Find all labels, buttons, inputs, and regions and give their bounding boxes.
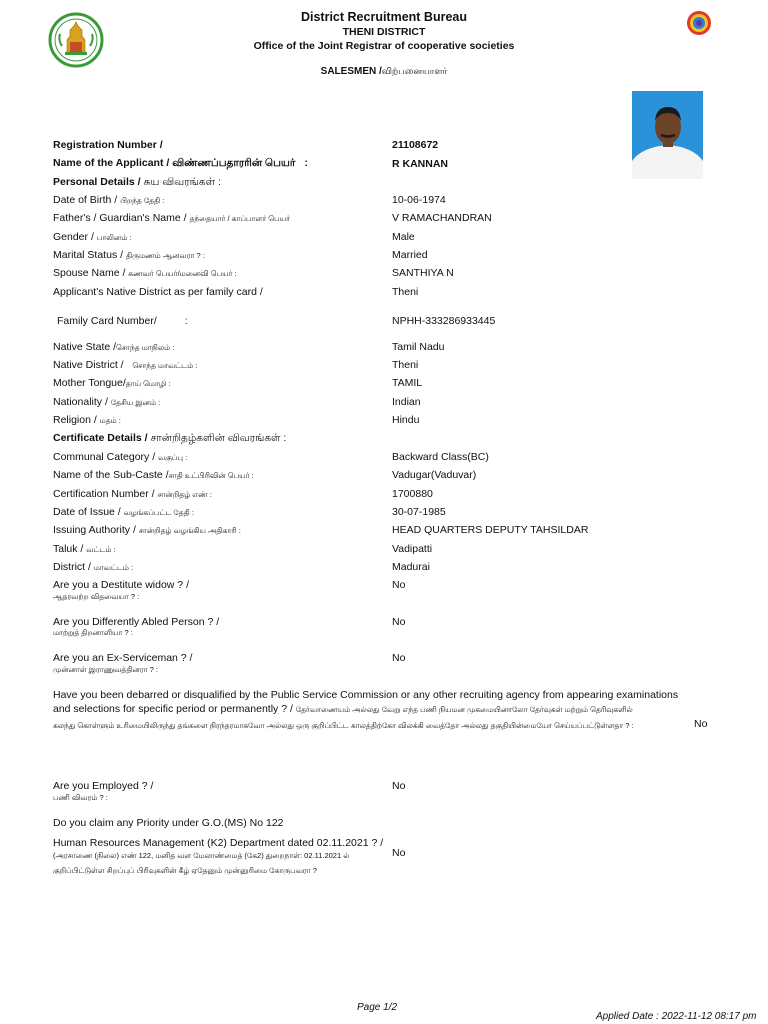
nationality-value: Indian (392, 396, 421, 408)
personal-details-ta: சுய விவரங்கள் : (143, 176, 221, 188)
dob-label-ta: பிறந்த தேதி : (120, 196, 165, 205)
subcaste-label (53, 469, 254, 482)
debarred-line-2 (53, 703, 633, 716)
subcaste-value: Vadugar(Vaduvar) (392, 469, 477, 481)
communal-value: Backward Class(BC) (392, 451, 489, 463)
employed-value: No (392, 780, 406, 792)
priority-line-3: (அரசாணை (நிலை) எண் 122, மனித வள மேலாண்மைத் (கே2) துறைநாள்: 02.11.2021 ல் (53, 851, 350, 860)
father-label (53, 212, 290, 225)
family-card-colon: : (184, 315, 188, 327)
applicant-name-label-ta: விண்ணப்பதாரரின் பெயர் (172, 157, 296, 169)
taluk-label-en: Taluk / (53, 543, 84, 555)
ex-serviceman-value: No (392, 652, 406, 664)
authority-value: HEAD QUARTERS DEPUTY TAHSILDAR (392, 524, 589, 536)
native-state-label (53, 341, 174, 354)
family-card-label-text: Family Card Number/ (57, 315, 157, 327)
taluk-label-ta: வட்டம் : (86, 545, 116, 554)
district-label (53, 561, 133, 574)
communal-label-en: Communal Category / (53, 451, 156, 463)
applicant-name-label (53, 157, 308, 170)
district-name: THENI DISTRICT (342, 26, 426, 38)
native-state-label-ta: சொந்த மாநிலம் : (116, 343, 175, 352)
registration-value: 21108672 (392, 139, 439, 151)
father-label-ta: தந்தையார் / காப்பாளர் பெயர் (189, 214, 291, 223)
employed-label-ta: பணி விவரம் ? : (53, 793, 108, 802)
dob-label (53, 194, 164, 207)
gender-label-ta: பாலினம் : (96, 233, 132, 242)
marital-label-ta: திருமணம் ஆனவரா ? : (125, 251, 205, 260)
marital-label-en: Marital Status / (53, 249, 124, 261)
native-district-label-en: Native District / (53, 359, 124, 371)
native-district-value: Theni (392, 359, 419, 371)
ex-serviceman-label: Are you an Ex-Serviceman ? / (53, 652, 193, 664)
applied-date: Applied Date : 2022-11-12 08:17 pm (596, 1011, 757, 1022)
native-district-label-ta: சொந்த மாவட்டம் : (132, 361, 198, 370)
issue-date-label (53, 506, 194, 519)
priority-line-1: Do you claim any Priority under G.O.(MS) No 122 (53, 817, 284, 829)
nationality-label-ta: தேசிய இனம் : (110, 398, 161, 407)
bureau-title: District Recruitment Bureau (300, 10, 467, 24)
widow-value: No (392, 579, 406, 591)
gender-value: Male (392, 231, 415, 243)
native-card-label: Applicant's Native District as per family card / (53, 286, 263, 298)
debarred-line-2-ta: தேர்வாணையம் அல்லது வேறு எந்த பணி நியமன முகமையினாலோ தேர்வுகள் மற்றும் தெரிவுகளில் (295, 705, 633, 714)
district-label-ta: மாவட்டம் : (93, 563, 134, 572)
priority-value: No (392, 847, 406, 859)
priority-line-2: Human Resources Management (K2) Department dated 02.11.2021 ? / (53, 837, 384, 849)
subcaste-label-ta: சாதி உட்பிரிவின் பெயர் : (168, 471, 254, 480)
spouse-label-en: Spouse Name / (53, 267, 126, 279)
religion-label-ta: மதம் : (99, 416, 121, 425)
debarred-value: No (694, 718, 708, 730)
authority-label (53, 524, 241, 537)
personal-details-en: Personal Details / (53, 176, 141, 188)
issue-date-label-ta: வழங்கப்பட்ட தேதி : (123, 508, 194, 517)
district-label-en: District / (53, 561, 91, 573)
debarred-line-1: Have you been debarred or disqualified by the Public Service Commission or any other recruiting agency from appearing examinations (53, 689, 679, 701)
marital-label (53, 249, 205, 262)
issue-date-label-en: Date of Issue / (53, 506, 121, 518)
native-state-label-en: Native State / (53, 341, 117, 353)
dob-value: 10-06-1974 (392, 194, 446, 206)
authority-label-ta: சான்றிதழ் வழங்கிய அதிகாரி : (138, 526, 241, 535)
communal-label (53, 451, 187, 464)
applicant-name-colon: : (304, 157, 308, 169)
cert-number-label-en: Certification Number / (53, 488, 155, 500)
cert-number-label-ta: சான்றிதழ் எண் : (157, 490, 212, 499)
post-title-en: SALESMEN / (320, 66, 382, 77)
issue-date-value: 30-07-1985 (392, 506, 446, 518)
communal-label-ta: வகுப்பு : (158, 453, 188, 462)
post-title (0, 66, 768, 78)
marital-value: Married (392, 249, 428, 261)
taluk-value: Vadipatti (392, 543, 433, 555)
district-value: Madurai (392, 561, 430, 573)
debarred-line-3: கலந்து கொள்ளும் உரிமையிலிருந்து தங்களை நிரந்தரமாகவோ அல்லது ஒரு குறிப்பிட்ட காலத்திற்கோ விலக்கி வைத்தோ அல்லது தகுதியின்மையோ செய்யப்பட்டுள்ளதா ? : (53, 721, 634, 730)
page-number: Page 1/2 (357, 1002, 398, 1013)
applicant-name-label-en: Name of the Applicant / (53, 157, 170, 169)
mother-tongue-label (53, 377, 170, 390)
priority-line-4: குறிப்பிட்டுள்ள சிறப்புப் பிரிவுகளின் கீழ் ஏதேனும் முன்னுரிமை கோருபவரா ? (53, 866, 317, 875)
spouse-label-ta: கணவர் பெயர்/மனைவி பெயர் : (128, 269, 237, 278)
gender-label-en: Gender / (53, 231, 94, 243)
native-state-value: Tamil Nadu (392, 341, 445, 353)
applicant-photo (632, 91, 703, 179)
native-card-value: Theni (392, 286, 419, 298)
religion-label-en: Religion / (53, 414, 97, 426)
post-title-ta: விற்பனையாளர் (381, 66, 448, 76)
authority-label-en: Issuing Authority / (53, 524, 136, 536)
differently-abled-label: Are you Differently Abled Person ? / (53, 616, 220, 628)
mother-tongue-value: TAMIL (392, 377, 423, 389)
nationality-label (53, 396, 160, 409)
spouse-label (53, 267, 237, 280)
religion-label (53, 414, 121, 427)
widow-label: Are you a Destitute widow ? / (53, 579, 189, 591)
father-value: V RAMACHANDRAN (392, 212, 492, 224)
native-district-label (53, 359, 197, 372)
spouse-value: SANTHIYA N (392, 267, 454, 279)
subcaste-label-en: Name of the Sub-Caste / (53, 469, 169, 481)
family-card-label (57, 315, 188, 328)
family-card-value: NPHH-333286933445 (392, 315, 496, 327)
employed-label: Are you Employed ? / (53, 780, 154, 792)
father-label-en: Father's / Guardian's Name / (53, 212, 187, 224)
nationality-label-en: Nationality / (53, 396, 108, 408)
cert-number-label (53, 488, 212, 501)
dob-label-en: Date of Birth / (53, 194, 118, 206)
widow-label-ta: ஆதரவற்ற விதவையா ? : (53, 592, 140, 601)
mother-tongue-label-ta: தாய் மொழி : (125, 379, 171, 388)
certificate-details-en: Certificate Details / (53, 432, 148, 444)
mother-tongue-label-en: Mother Tongue/ (53, 377, 126, 389)
gender-label (53, 231, 131, 244)
taluk-label (53, 543, 116, 556)
cert-number-value: 1700880 (392, 488, 433, 500)
personal-details-heading (53, 176, 221, 189)
certificate-details-heading (53, 432, 286, 445)
differently-abled-label-ta: மாற்றுத் திறனாளியா ? : (53, 628, 133, 637)
certificate-details-ta: சான்றிதழ்களின் விவரங்கள் : (150, 432, 287, 444)
registration-label: Registration Number / (53, 139, 163, 151)
debarred-line-2-en: and selections for specific period or permanently ? / (53, 703, 293, 715)
office-name: Office of the Joint Registrar of cooperative societies (253, 40, 515, 52)
differently-abled-value: No (392, 616, 406, 628)
applicant-name-value: R KANNAN (392, 158, 448, 170)
ex-serviceman-label-ta: முன்னாள் இராணுவத்தினரா ? : (53, 665, 158, 674)
religion-value: Hindu (392, 414, 420, 426)
